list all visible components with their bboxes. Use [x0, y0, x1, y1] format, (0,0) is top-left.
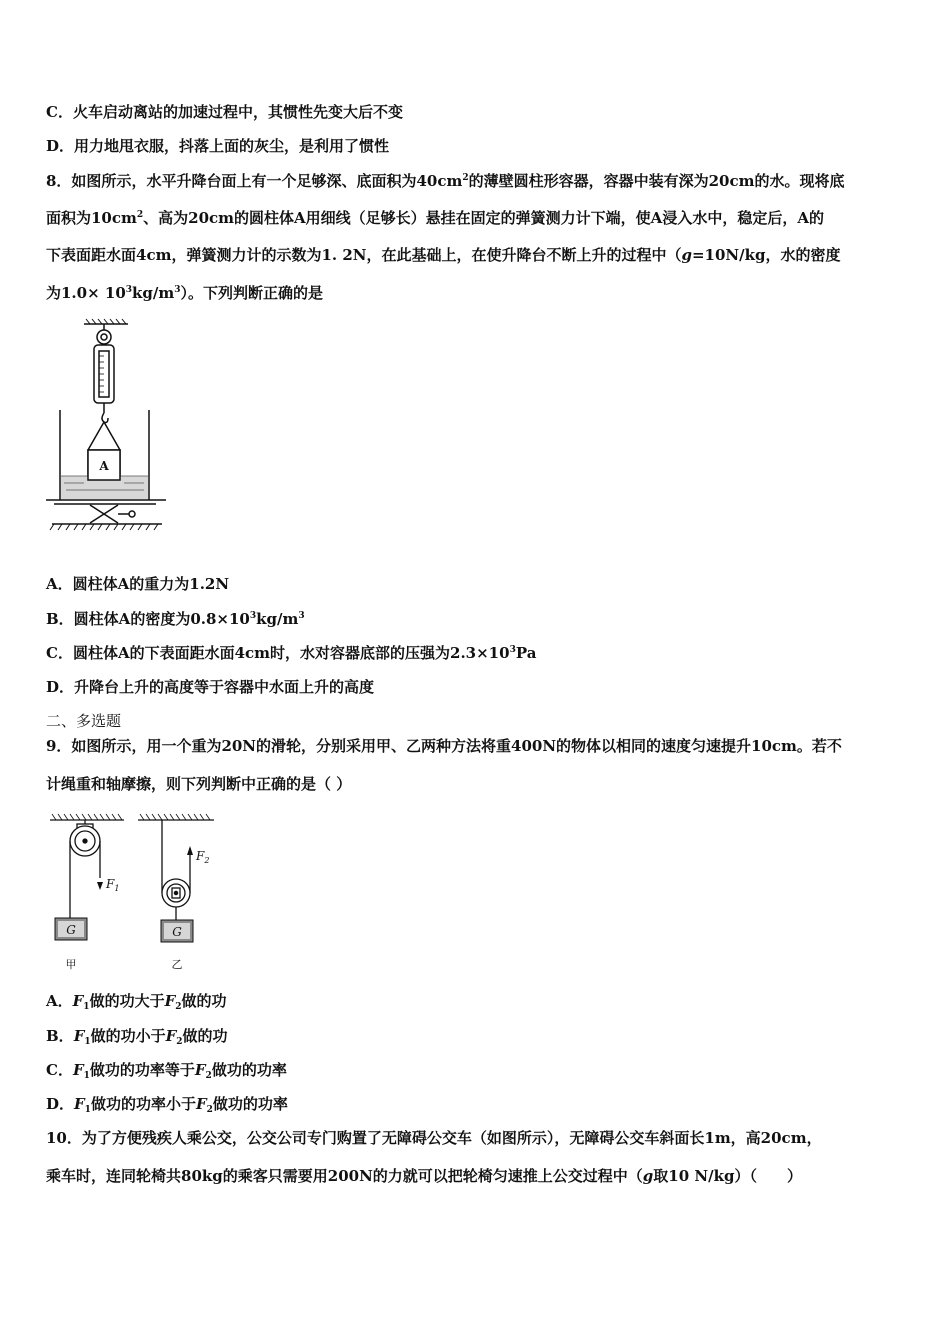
- q10-stem-line1: 10．为了方便残疾人乘公交，公交公司专门购置了无障碍公交车（如图所示），无障碍公交车斜面长1m，高20cm，: [46, 1129, 822, 1147]
- force-f2-label: $F_2$: [196, 849, 210, 865]
- force-f1-label: $F_1$: [106, 877, 120, 893]
- q8-stem-line2: 面积为$10cm^2$、高为20cm的圆柱体A用细线（足够长）悬挂在固定的弹簧测力计下端，使A浸入水中，稳定后，A的: [46, 209, 824, 227]
- q7-option-d: D．用力地甩衣服，抖落上面的灰尘，是利用了惯性: [46, 137, 390, 155]
- block-a-label: A: [99, 459, 109, 473]
- q8-figure: [44, 318, 174, 534]
- q8-stem-line1: 8．如图所示，水平升降台面上有一个足够深、底面积为$40cm^2$的薄壁圆柱形容器，容器中装有深为20cm的水。现将底: [46, 172, 845, 190]
- section-heading: 二、多选题: [46, 712, 122, 730]
- q9-option-a: A．$F_1$做的功大于$F_2$做的功: [46, 992, 227, 1012]
- q9-option-b: B．$F_1$做的功小于$F_2$做的功: [46, 1027, 228, 1047]
- weight-g-left: G: [66, 923, 76, 937]
- q8-option-b: B．圆柱体A的密度为$0.8\times 10^3kg/m^3$: [46, 610, 305, 628]
- q8-stem-line3: 下表面距水面4cm，弹簧测力计的示数为1. 2N，在此基础上，在使升降台不断上升的过程中（g=10N/kg，水的密度: [46, 246, 841, 264]
- q8-stem-line4: 为$1.0\times 10^3kg/m^3$）。下列判断正确的是: [46, 284, 324, 302]
- q10-stem-line2: 乘车时，连同轮椅共80kg的乘客只需要用200N的力就可以把轮椅匀速推上公交过程中（g取10 N/kg）（ ）: [46, 1167, 802, 1185]
- q8-option-c: C．圆柱体A的下表面距水面4cm时，水对容器底部的压强为$2.3\times 10^3Pa$: [46, 644, 537, 662]
- q9-figure: [44, 808, 224, 976]
- q9-stem-line1: 9．如图所示，用一个重为20N的滑轮，分别采用甲、乙两种方法将重400N的物体以相同的速度匀速提升10cm。若不: [46, 737, 842, 755]
- weight-g-right: G: [172, 925, 182, 939]
- q9-stem-line2: 计绳重和轴摩擦，则下列判断中正确的是（ ）: [46, 775, 352, 793]
- q8-option-a: A．圆柱体A的重力为1.2N: [46, 575, 230, 593]
- q9-option-c: C．$F_1$做功的功率等于$F_2$做功的功率: [46, 1061, 287, 1081]
- q8-option-d: D．升降台上升的高度等于容器中水面上升的高度: [46, 678, 375, 696]
- caption-yi: 乙: [171, 958, 183, 971]
- q7-option-c: C．火车启动离站的加速过程中，其惯性先变大后不变: [46, 103, 403, 121]
- q9-option-d: D．$F_1$做功的功率小于$F_2$做功的功率: [46, 1095, 288, 1115]
- caption-jia: 甲: [65, 958, 77, 971]
